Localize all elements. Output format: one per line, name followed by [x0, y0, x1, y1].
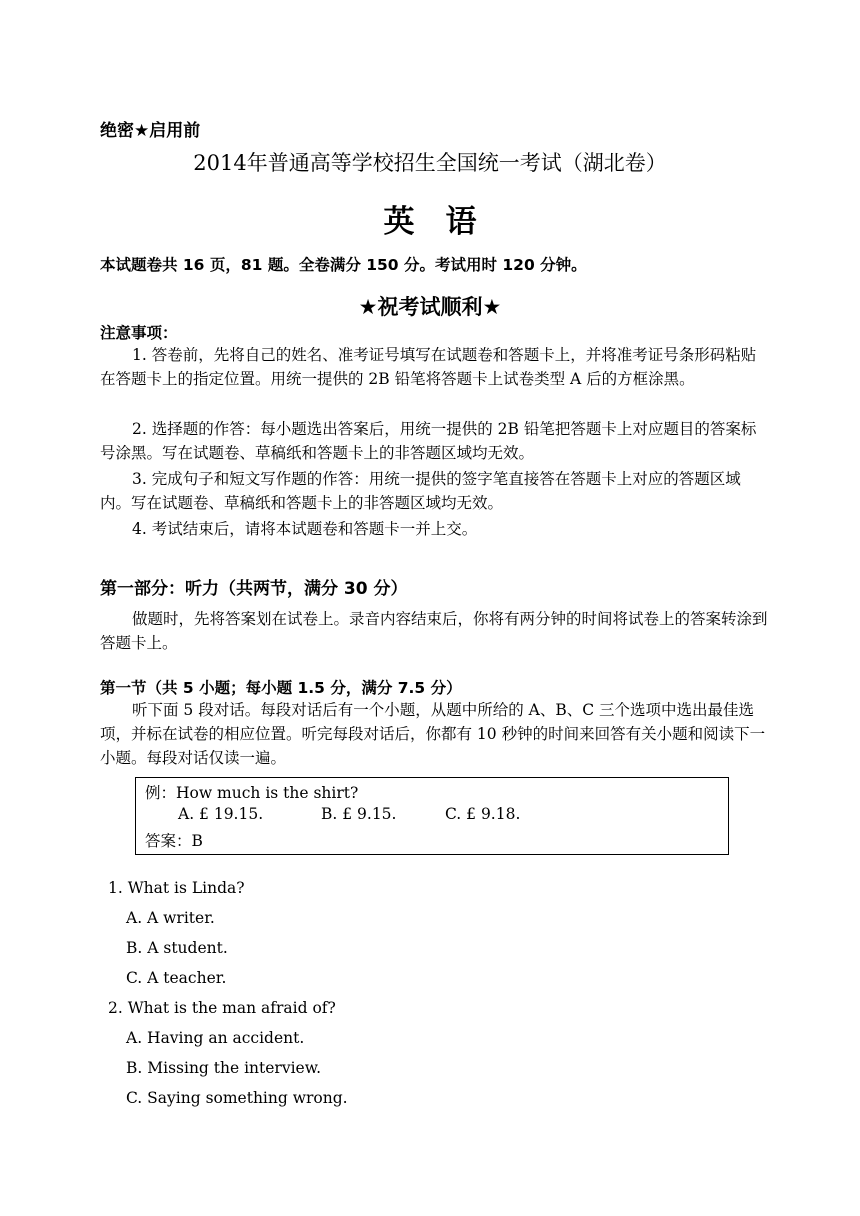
exam-title: 2014年普通高等学校招生全国统一考试（湖北卷）: [193, 151, 667, 175]
note-item: 1. 答卷前，先将自己的姓名、准考证号填写在试题卷和答题卡上，并将准考证号条形码粘贴在答题卡上的指定位置。用统一提供的 2B 铅笔将答题卡上试卷类型 A 后的方框涂黑。: [100, 346, 757, 388]
exam-summary: 本试题卷共 16 页，81 题。全卷满分 150 分。考试用时 120 分钟。: [100, 256, 587, 274]
example-box: [135, 777, 729, 855]
question-option: C. Saying something wrong.: [126, 1089, 348, 1107]
example-option: B. £ 9.15.: [321, 805, 397, 823]
question-option: A. A writer.: [126, 909, 215, 927]
question-option: B. A student.: [126, 939, 228, 957]
subject-title: 英 语: [383, 204, 477, 240]
confidential-label: 绝密★启用前: [100, 121, 201, 141]
question-option: C. A teacher.: [126, 969, 227, 987]
notes-heading: 注意事项：: [100, 324, 178, 342]
example-option: C. £ 9.18.: [445, 805, 521, 823]
section1-intro: 听下面 5 段对话。每段对话后有一个小题，从题中所给的 A、B、C 三个选项中选出最佳选项，并标在试卷的相应位置。听完每段对话后，你都有 10 秒钟的时间来回答有关小题和阅读下一小题。每段对话仅读一遍。: [100, 701, 766, 767]
question-stem: 2. What is the man afraid of?: [108, 999, 336, 1017]
question-option: B. Missing the interview.: [126, 1059, 322, 1077]
question-option: A. Having an accident.: [126, 1029, 305, 1047]
example-question: 例：How much is the shirt?: [145, 784, 359, 802]
example-option: A. £ 19.15.: [178, 805, 264, 823]
example-answer: 答案：B: [145, 832, 203, 850]
good-luck-banner: ★祝考试顺利★: [358, 295, 502, 319]
note-item: 3. 完成句子和短文写作题的作答：用统一提供的签字笔直接答在答题卡上对应的答题区域内。写在试题卷、草稿纸和答题卡上的非答题区域均无效。: [100, 470, 741, 512]
question-stem: 1. What is Linda?: [108, 879, 245, 897]
part1-intro: 做题时，先将答案划在试卷上。录音内容结束后，你将有两分钟的时间将试卷上的答案转涂到答题卡上。: [100, 610, 768, 652]
section1-heading: 第一节（共 5 小题；每小题 1.5 分，满分 7.5 分）: [100, 679, 462, 697]
note-item: 2. 选择题的作答：每小题选出答案后，用统一提供的 2B 铅笔把答题卡上对应题目的答案标号涂黑。写在试题卷、草稿纸和答题卡上的非答题区域均无效。: [100, 420, 757, 462]
part1-heading: 第一部分：听力（共两节，满分 30 分）: [100, 579, 408, 599]
note-item: 4. 考试结束后，请将本试题卷和答题卡一并上交。: [132, 520, 478, 538]
